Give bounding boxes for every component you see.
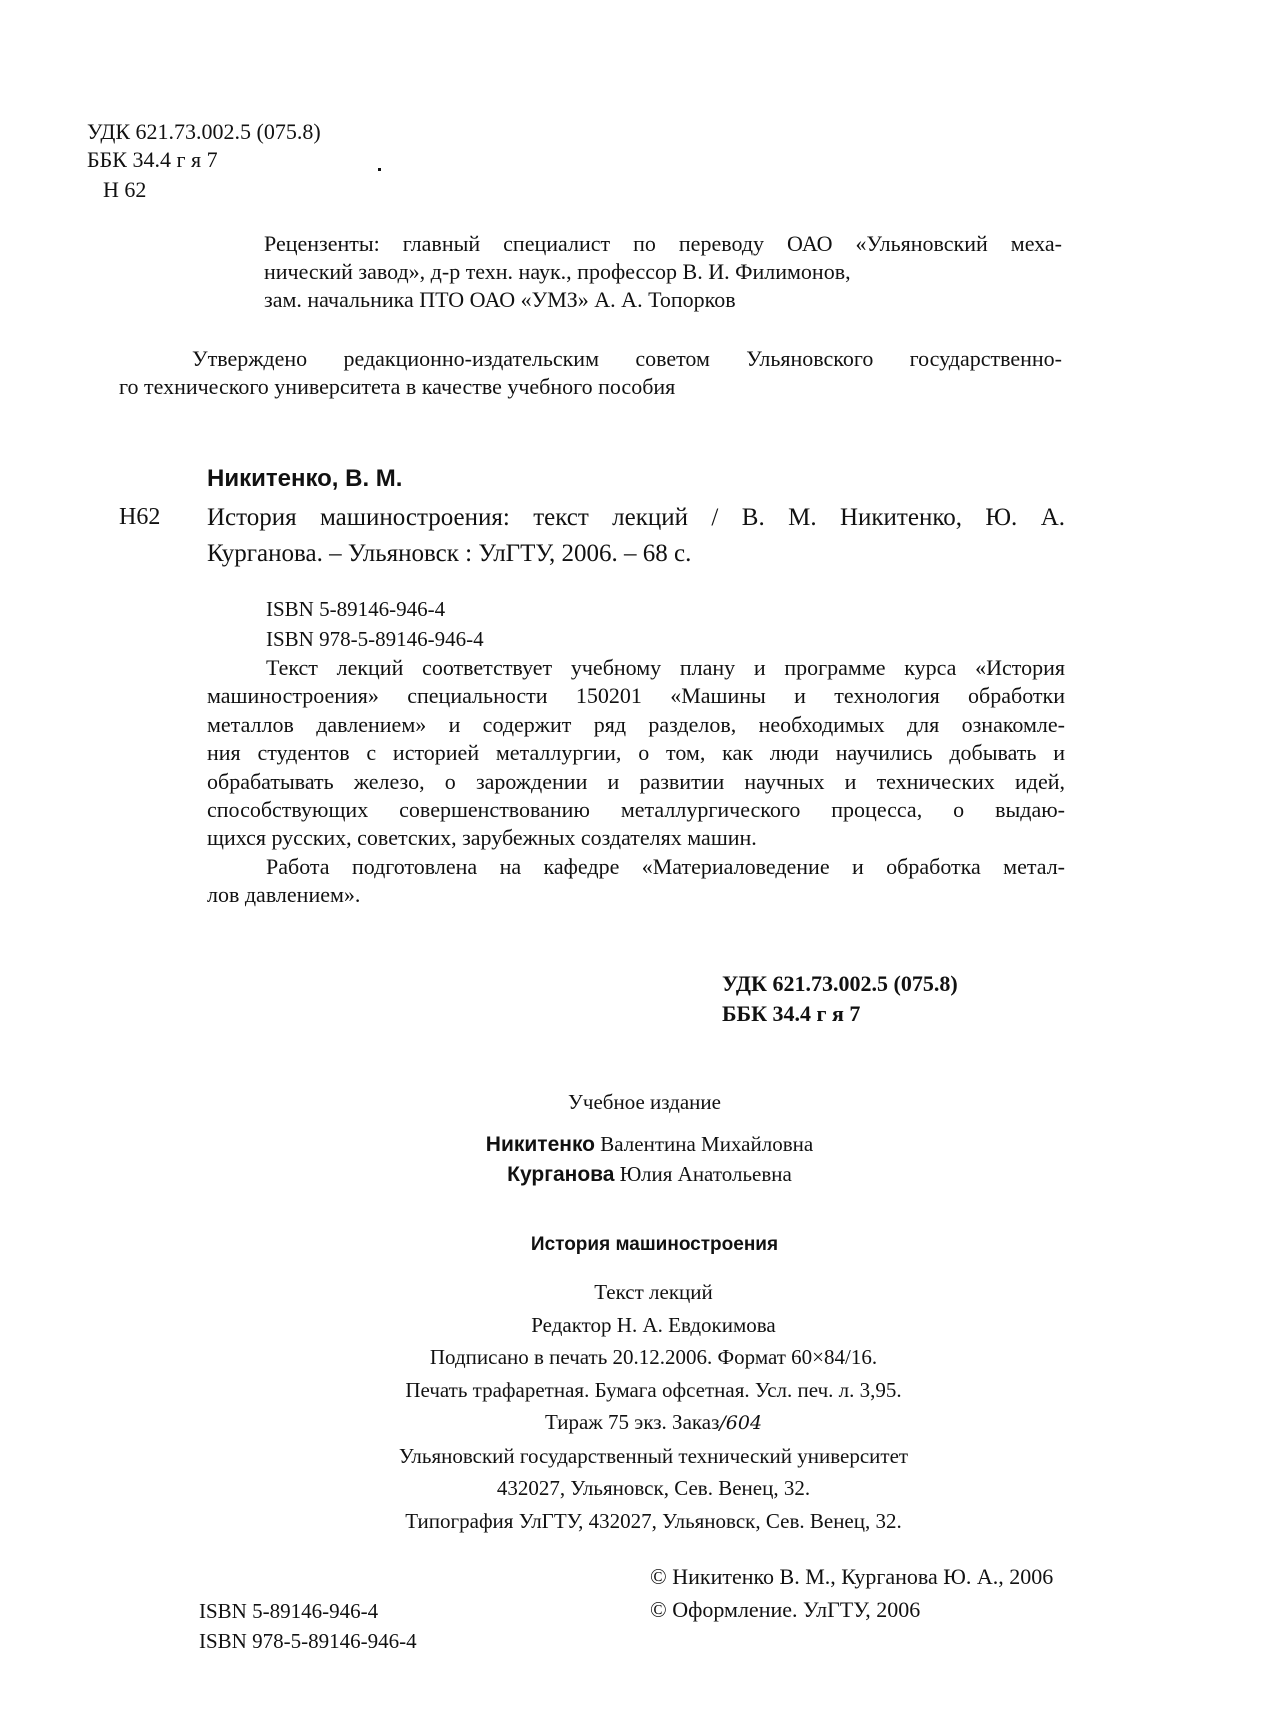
reviewers-line: зам. начальника ПТО ОАО «УМЗ» А. А. Топорков [264,287,736,312]
approval-block [119,345,1062,401]
reviewers-line: Рецензенты: главный специалист по переводу ОАО «Ульяновский меха- [264,231,1062,256]
annotation-line: обрабатывать железо, о зарождении и развитии научных и технических идей, [207,768,1065,794]
author-1-surname: Никитенко [485,1133,596,1156]
footer-isbn-line: ISBN 978-5-89146-946-4 [199,1629,417,1653]
stray-dot [378,168,381,171]
catalog-code: Н62 [119,504,161,530]
author-2-surname: Курганова [507,1163,615,1186]
annotation-line: машиностроения» специальности 150201 «Машины и технология обработки [207,683,1065,709]
annotation-line: Текст лекций соответствует учебному плану и программе курса «История [266,655,1065,680]
handwritten-order-number: /604 [719,1412,763,1434]
reviewers-line: нический завод», д-р техн. наук., профессор В. И. Филимонов, [264,259,851,284]
imprint-run-prefix: Тираж 75 экз. Заказ [544,1410,720,1434]
approval-line: го технического университета в качестве учебного пособия [119,374,676,399]
author-mark: Н 62 [103,177,147,202]
copyright-block [650,1560,1053,1626]
isbn-line: ISBN 978-5-89146-946-4 [266,627,484,651]
annotation-line: металлов давлением» и содержит ряд разделов, необходимых для ознакомле- [207,711,1065,737]
catalog-author-heading: Никитенко, В. М. [207,465,403,492]
classification-udk: УДК 621.73.002.5 (075.8) [722,971,958,996]
imprint-print: Печать трафаретная. Бумага офсетная. Усл. печ. л. 3,95. [405,1377,902,1402]
imprint-run [28,1406,1279,1440]
annotation-block [207,654,1065,910]
catalog-title-line: Курганова. – Ульяновск : УлГТУ, 2006. – 68 с. [207,540,692,567]
isbn-line: ISBN 5-89146-946-4 [266,597,446,621]
imprint-genre: Текст лекций [594,1280,713,1304]
annotation-line: способствующих совершенствованию металлургического процесса, о выдаю- [207,797,1065,823]
imprint-details [0,1276,1279,1537]
annotation-line: ния студентов с историей металлургии, о том, как люди научились добывать и [207,740,1065,766]
bbk-code: ББК 34.4 г я 7 [87,147,218,172]
classification-bbk: ББК 34.4 г я 7 [722,1001,861,1026]
reviewers-block [264,230,1062,314]
footer-isbn-line: ISBN 5-89146-946-4 [199,1599,379,1623]
imprint-university: Ульяновский государственный технический университет [398,1443,909,1468]
catalog-isbn-block [266,594,484,654]
imprint-signed: Подписано в печать 20.12.2006. Формат 60×84/16. [429,1345,878,1369]
author-1 [0,1130,1279,1159]
copyright-line: © Никитенко В. М., Курганова Ю. А., 2006 [650,1564,1054,1589]
imprint-printing-house: Типография УлГТУ, 432027, Ульяновск, Сев. Венец, 32. [405,1508,902,1533]
author-1-name: Валентина Михайловна [595,1132,814,1156]
catalog-title-block [207,500,1065,572]
udk-code: УДК 621.73.002.5 (075.8) [87,119,321,144]
department-line: лов давлением». [207,882,361,908]
author-2-name: Юлия Анатольевна [614,1162,792,1186]
imprint-editor: Редактор Н. А. Евдокимова [531,1312,776,1337]
copyright-line: © Оформление. УлГТУ, 2006 [650,1597,921,1622]
catalog-title-line: История машиностроения: текст лекций / В. М. Никитенко, Ю. А. [207,504,1065,531]
imprint-address: 432027, Ульяновск, Сев. Венец, 32. [496,1476,811,1500]
edition-type: Учебное издание [568,1090,721,1114]
author-2 [0,1160,1279,1189]
approval-line: Утверждено редакционно-издательским советом Ульяновского государственно- [192,346,1062,371]
department-line: Работа подготовлена на кафедре «Материаловедение и обработка метал- [266,853,1065,879]
annotation-line: щихся русских, советских, зарубежных создателях машин. [207,825,757,851]
imprint-title: История машиностроения [530,1234,779,1255]
footer-isbn-block [199,1596,417,1656]
